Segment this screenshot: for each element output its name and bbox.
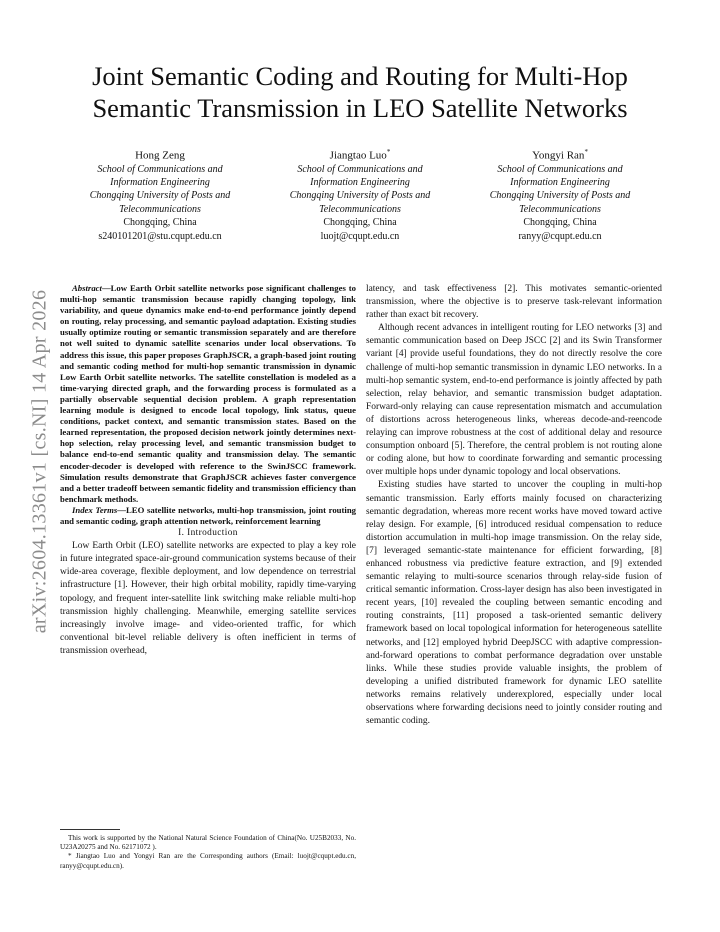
author-location: Chongqing, China bbox=[523, 217, 597, 229]
corresponding-mark: * bbox=[386, 148, 391, 156]
author-email: s240101201@stu.cqupt.edu.cn bbox=[98, 230, 222, 242]
affiliation-line: Chongqing University of Posts and bbox=[89, 190, 231, 202]
author-2 bbox=[262, 145, 458, 243]
left-column bbox=[60, 283, 356, 658]
affiliation-line: Telecommunications bbox=[319, 203, 401, 215]
author-email: ranyy@cqupt.edu.cn bbox=[518, 230, 602, 242]
footnotes bbox=[60, 829, 356, 871]
affiliation-line: Information Engineering bbox=[310, 177, 410, 189]
paragraph: Existing studies have started to uncover the coupling in multi-hop semantic transmission. Early efforts mainly focused on characterizing semantic degradation, whereas more recent works have moved toward active relay design. For example, [6] introduced residual compensation to reduce distortion accumulation in multi-hop image transmission. On the relay side, [7] leveraged semantic-state maintenance for efficient forwarding, [8] enhanced robustness via predictive feature extraction, and [9] extended semantic relaying to multi-source scenarios through relay-side fusion of critical semantic information. Cross-layer design has also been investigated in recent years, [10] revealed the coupling between semantic encoding and routing constraints, [11] proposed a task-oriented semantic delivery framework based on local topological information for heterogeneous satellite networks, and [12] employed hybrid DeepJSCC with adaptive compression-and-forward operations to combat performance degradation over unstable links. While these studies provide valuable insights, the problem of developing a unified distributed framework for dynamic LEO satellite networks remains relatively underexplored, especially under local observations where forwarding decisions need to jointly consider routing and semantic coding. bbox=[366, 480, 662, 727]
footnote-rule bbox=[60, 829, 120, 830]
affiliation-line: School of Communications and bbox=[297, 163, 423, 175]
affiliation-line: Telecommunications bbox=[519, 203, 601, 215]
author-block bbox=[62, 145, 658, 243]
affiliation-line: Chongqing University of Posts and bbox=[289, 190, 431, 202]
arxiv-identifier: arXiv:2604.13361v1 [cs.NI] 14 Apr 2026 bbox=[28, 289, 51, 634]
paragraph: Low Earth Orbit (LEO) satellite networks are expected to play a key role in future integrated space-air-ground communication systems because of their wide-area coverage, flexible deployment, and low dependence on terrestrial infrastructure [1]. However, their high orbital mobility, rapidly time-varying topology, and frequent inter-satellite link switching make reliable multi-hop transmission highly challenging. Meanwhile, emerging satellite services increasingly involve image- and video-oriented traffic, for which conventional bit-level reliable delivery is often inefficient in terms of transmission overhead, bbox=[60, 541, 356, 656]
index-terms bbox=[60, 505, 356, 527]
author-email: luojt@cqupt.edu.cn bbox=[320, 230, 400, 242]
abstract bbox=[60, 283, 356, 505]
paragraph: latency, and task effectiveness [2]. This motivates semantic-oriented transmission, where the objective is to preserve task-relevant information rather than exact bit recovery. bbox=[366, 284, 662, 321]
corresponding-footnote: * Jiangtao Luo and Yongyi Ran are the Corresponding authors (Email: luojt@cqupt.edu.cn, ranyy@cqupt.edu.cn). bbox=[60, 852, 356, 870]
author-1 bbox=[62, 145, 258, 243]
index-terms-text: —LEO satellite networks, multi-hop transmission, joint routing and semantic coding, graph attention network, reinforcement learning bbox=[60, 504, 357, 526]
affiliation-line: School of Communications and bbox=[97, 163, 223, 175]
author-name: Yongyi Ran bbox=[532, 149, 585, 162]
paper-title: Joint Semantic Coding and Routing for Multi-Hop Semantic Transmission in LEO Satellite Networks bbox=[92, 61, 628, 123]
affiliation-line: School of Communications and bbox=[497, 163, 623, 175]
right-column bbox=[366, 283, 662, 728]
author-name: Hong Zeng bbox=[135, 149, 185, 162]
index-terms-label: Index Terms bbox=[72, 504, 118, 515]
affiliation-line: Telecommunications bbox=[119, 203, 201, 215]
author-3 bbox=[462, 145, 658, 243]
author-location: Chongqing, China bbox=[123, 217, 197, 229]
abstract-label: Abstract bbox=[72, 283, 102, 293]
affiliation-line: Information Engineering bbox=[110, 177, 210, 189]
affiliation-line: Information Engineering bbox=[510, 177, 610, 189]
funding-footnote: This work is supported by the National Natural Science Foundation of China(No. U25B2033, No. U23A20275 and No. 62171072 ). bbox=[60, 834, 356, 852]
section-heading: I. Introduction bbox=[178, 528, 238, 539]
paragraph: Although recent advances in intelligent routing for LEO networks [3] and semantic communication based on Deep JSCC [2] and its Swin Transformer variant [4] provide useful foundations, they do not directly resolve the core challenge of multi-hop semantic transmission in dynamic LEO networks. In a multi-hop semantic system, end-to-end performance is jointly affected by path selection, relay behavior, and semantic transmission budget adaptation. Forward-only relaying can cause representation mismatch and accumulation of distortions across heterogeneous links, whereas decode-and-reencode relaying can improve robustness at the cost of additional delay and resource consumption onboard [5]. Therefore, the central problem is not routing alone or coding alone, but how to coordinate forwarding and semantic processing over multiple hops under dynamic topology and local observations. bbox=[366, 323, 662, 478]
author-name: Jiangtao Luo bbox=[329, 149, 387, 162]
abstract-text: —Low Earth Orbit satellite networks pose significant challenges to multi-hop semantic transmission because rapidly changing topology, link variability, and queue dynamics make end-to-end performance jointly depend on routing, relay processing, and semantic payload adaptation. Existing studies usually optimize routing or semantic transmission separately and are therefore not well suited to dynamic satellite scenarios under local observations. To address this issue, this paper proposes GraphJSCR, a graph-based joint routing and semantic coding method for multi-hop semantic transmission in dynamic Low Earth Orbit satellite networks. The satellite constellation is modeled as a time-varying directed graph, and the forwarding process is formulated as a partially observable sequential decision problem. A graph representation learning module is designed to encode local topology, link status, queue conditions, packet context, and semantic transmission states. Based on the learned representation, the proposed decision network jointly determines next-hop selection, relay processing level, and semantic transmission budget to balance end-to-end semantic quality and transmission delay. The semantic encoder-decoder is developed with reference to the SwinJSCC framework. Simulation results demonstrate that GraphJSCR achieves faster convergence and a better tradeoff between semantic fidelity and transmission efficiency than benchmark methods. bbox=[60, 283, 356, 504]
corresponding-mark: * bbox=[584, 148, 588, 156]
author-location: Chongqing, China bbox=[323, 217, 397, 229]
affiliation-line: Chongqing University of Posts and bbox=[489, 190, 631, 202]
